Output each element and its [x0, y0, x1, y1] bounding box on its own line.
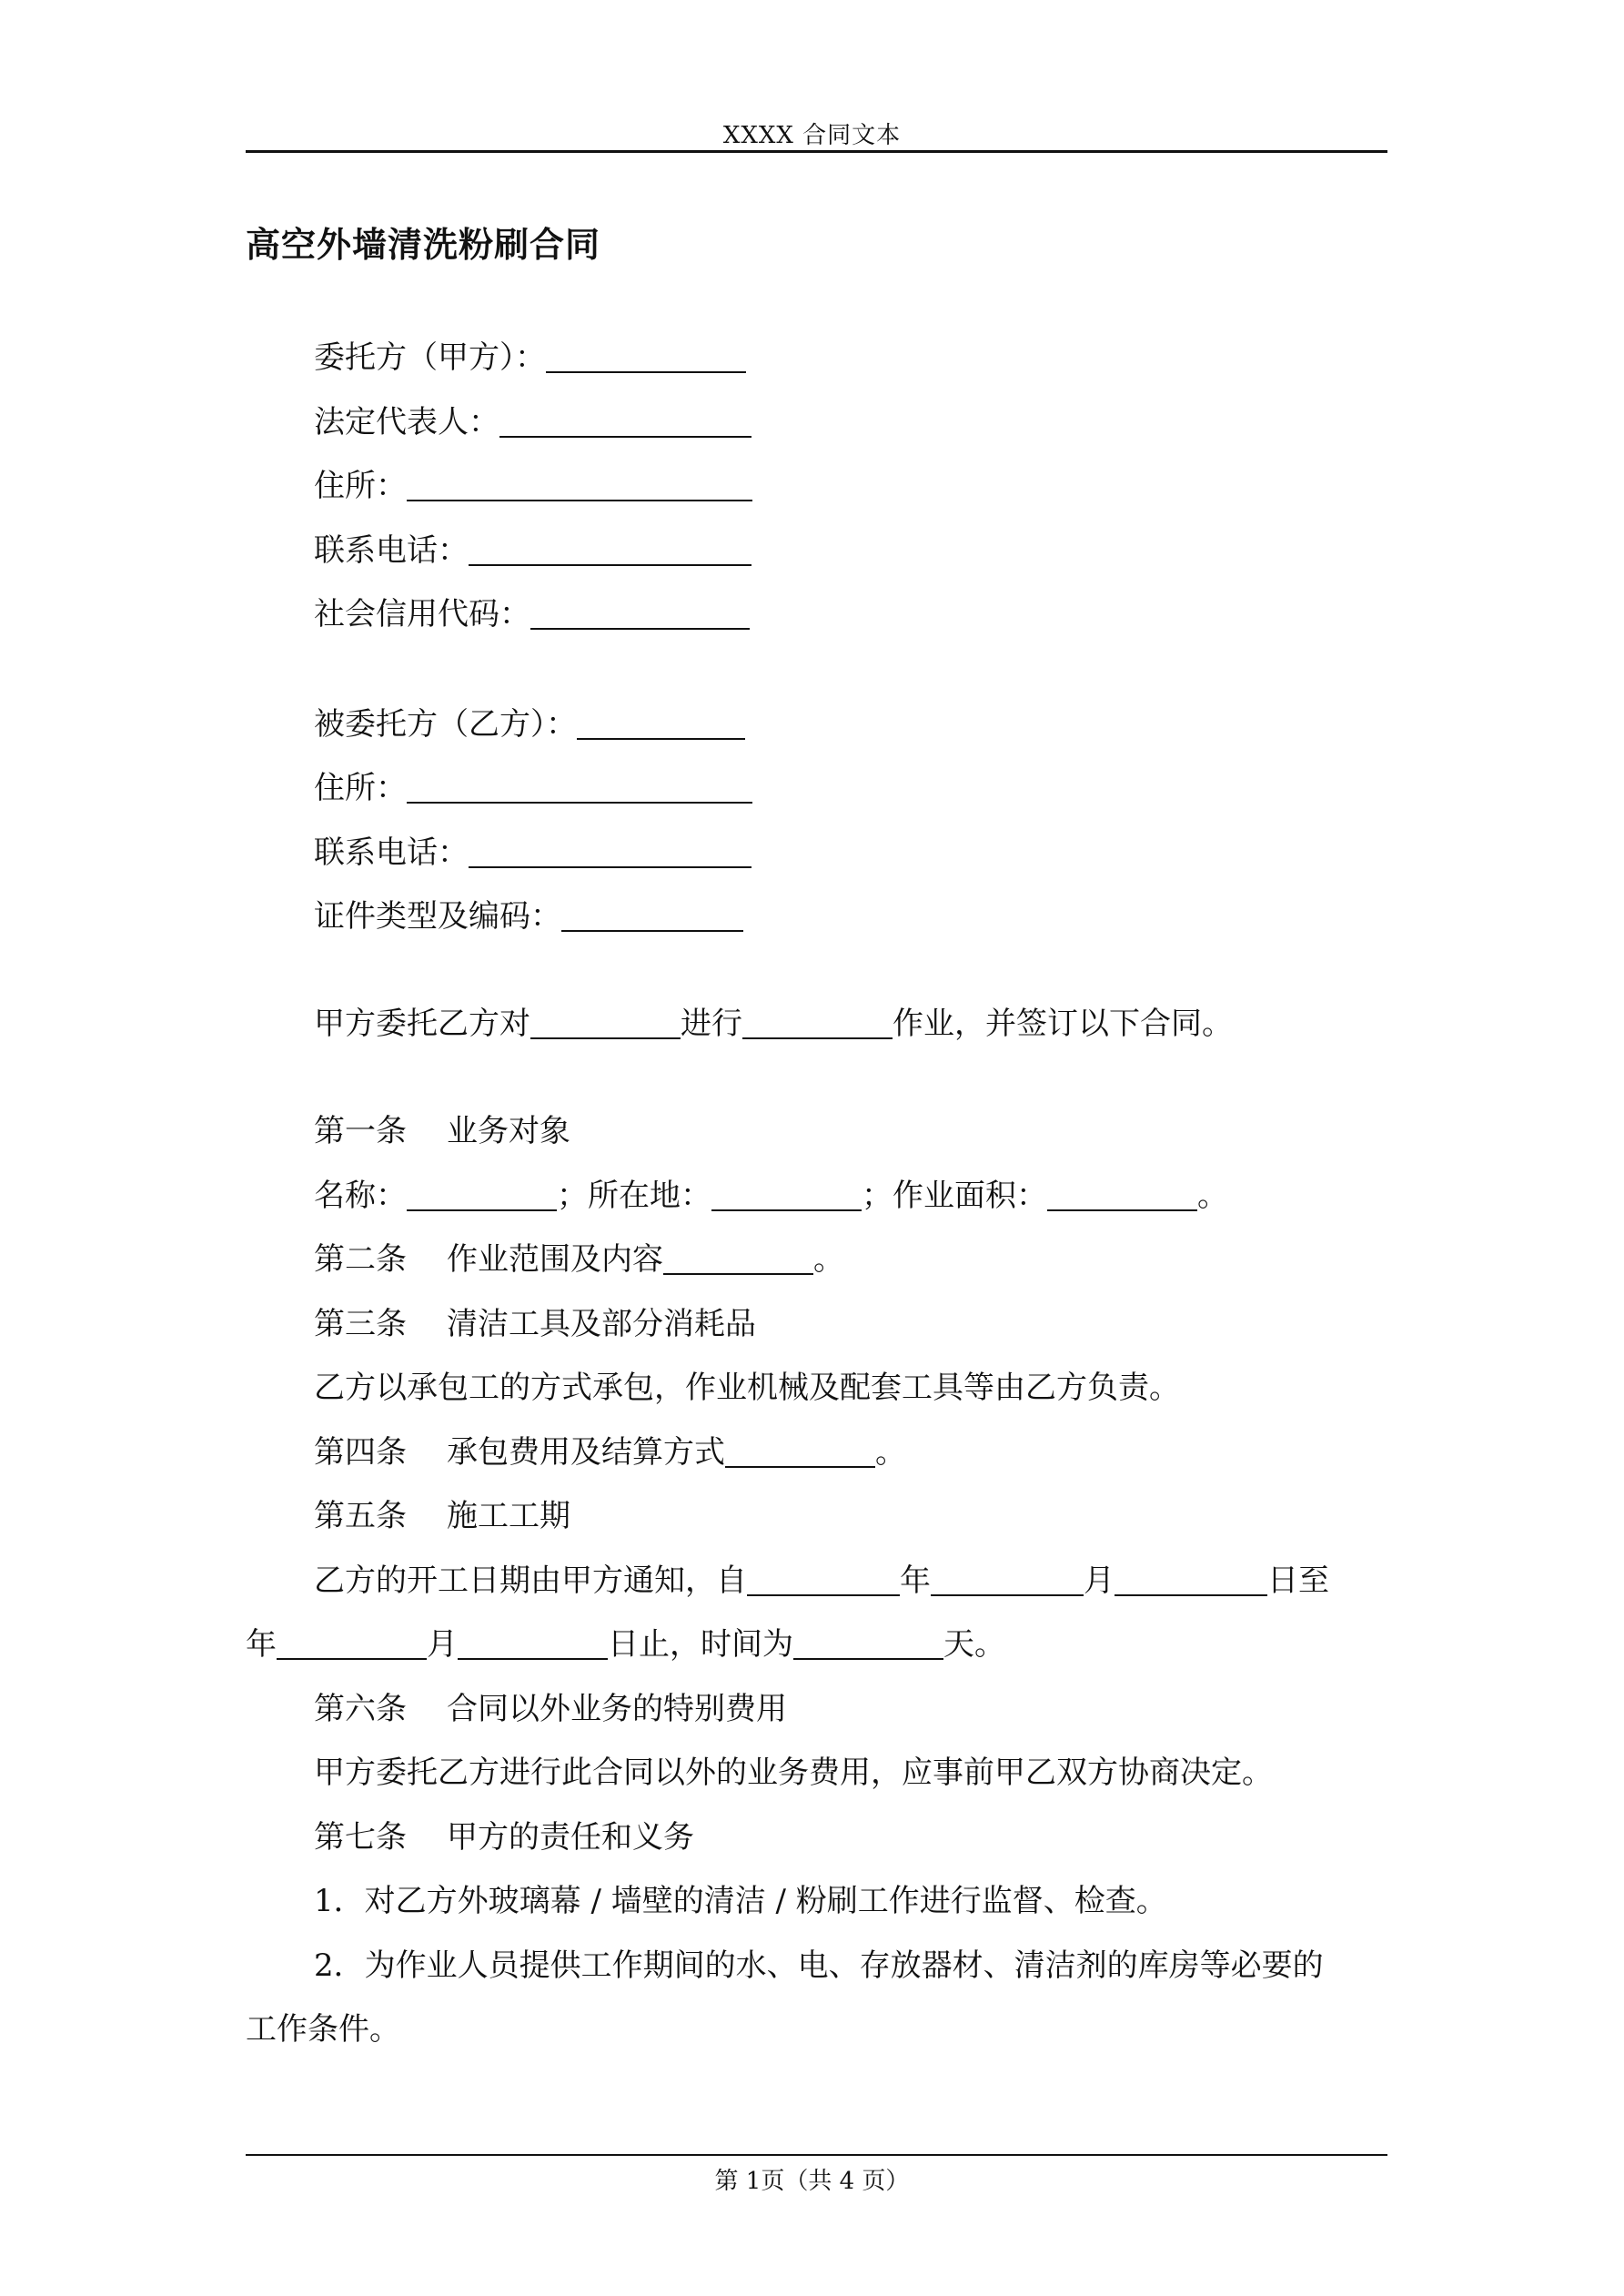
- article-3-title: 清洁工具及部分消耗品: [447, 1306, 756, 1342]
- party-b-address-blank: [407, 774, 752, 804]
- article-5-year-label: 年: [900, 1563, 931, 1599]
- article-5-day-to-label: 日至: [1267, 1563, 1329, 1599]
- intro-work-blank: [742, 1010, 893, 1039]
- intro-line: [314, 1006, 1233, 1042]
- party-a-client-line: [314, 339, 746, 376]
- article-1-heading: [314, 1113, 570, 1149]
- article-7-title: 甲方的责任和义务: [447, 1819, 694, 1856]
- article-1-title: 业务对象: [447, 1113, 570, 1149]
- article-7-number: 第七条: [314, 1819, 407, 1856]
- article-4-heading: [314, 1434, 906, 1471]
- article-7-item-2-line-2: 工作条件。: [246, 2011, 400, 2048]
- party-b-phone-line: [314, 834, 751, 871]
- article-5-number: 第五条: [314, 1498, 407, 1534]
- article-3-body: 乙方以承包工的方式承包，作业机械及配套工具等由乙方负责。: [314, 1370, 1180, 1406]
- article-6-body: 甲方委托乙方进行此合同以外的业务费用，应事前甲乙双方协商决定。: [314, 1755, 1273, 1791]
- page-footer: 第 1页（共 4 页）: [714, 2168, 910, 2195]
- party-a-phone-label: 联系电话：: [314, 532, 469, 569]
- party-b-contractor-line: [314, 706, 745, 743]
- article-1-location-label: ；所在地：: [557, 1178, 711, 1214]
- article-5-start-year-blank: [747, 1567, 900, 1596]
- article-5-days-label: 天。: [943, 1626, 1005, 1663]
- header-rule: [246, 150, 1387, 153]
- party-a-credit-code-blank: [530, 601, 750, 630]
- intro-text-2: 进行: [681, 1006, 742, 1042]
- article-5-body-line-2: [246, 1626, 1005, 1663]
- party-a-address-line: [314, 468, 752, 504]
- party-a-legal-rep-blank: [499, 409, 751, 438]
- document-title: 高空外墙清洗粉刷合同: [246, 225, 601, 265]
- party-a-credit-code-line: [314, 596, 750, 632]
- party-b-contractor-blank: [577, 711, 745, 740]
- article-2-title: 作业范围及内容: [447, 1241, 663, 1278]
- intro-text-1: 甲方委托乙方对: [314, 1006, 530, 1042]
- article-1-number: 第一条: [314, 1113, 407, 1149]
- article-5-start-day-blank: [1115, 1567, 1267, 1596]
- party-a-credit-code-label: 社会信用代码：: [314, 596, 530, 632]
- party-b-id-type-label: 证件类型及编码：: [314, 898, 561, 935]
- article-1-location-blank: [711, 1182, 862, 1211]
- party-a-address-label: 住所：: [314, 468, 407, 504]
- party-a-address-blank: [407, 472, 752, 501]
- article-5-start-month-blank: [931, 1567, 1084, 1596]
- article-1-name-label: 名称：: [314, 1178, 407, 1214]
- article-1-name-blank: [407, 1182, 557, 1211]
- article-7-item-2-line-1: 2．为作业人员提供工作期间的水、电、存放器材、清洁剂的库房等必要的: [314, 1947, 1324, 1984]
- party-b-address-label: 住所：: [314, 770, 407, 806]
- article-6-number: 第六条: [314, 1691, 407, 1727]
- intro-text-3: 作业，并签订以下合同。: [893, 1006, 1233, 1042]
- article-1-area-blank: [1047, 1182, 1197, 1211]
- party-b-contractor-label: 被委托方（乙方）：: [314, 706, 577, 743]
- party-a-legal-rep-line: [314, 404, 751, 440]
- party-b-phone-blank: [469, 839, 751, 868]
- party-b-address-line: [314, 770, 752, 806]
- party-a-phone-line: [314, 532, 751, 569]
- article-2-blank: [663, 1246, 813, 1275]
- article-5-title: 施工工期: [447, 1498, 570, 1534]
- article-5-end-year-blank: [277, 1631, 427, 1660]
- article-5-end-month-label: 月: [427, 1626, 458, 1663]
- article-5-duration-blank: [793, 1631, 943, 1660]
- article-1-body: [314, 1178, 1228, 1214]
- party-b-id-type-blank: [561, 903, 743, 932]
- article-4-number: 第四条: [314, 1434, 407, 1471]
- article-6-heading: [314, 1691, 787, 1727]
- article-7-heading: [314, 1819, 694, 1856]
- article-1-end: 。: [1197, 1178, 1228, 1214]
- article-3-number: 第三条: [314, 1306, 407, 1342]
- article-3-heading: [314, 1306, 756, 1342]
- party-a-phone-blank: [469, 537, 751, 566]
- article-5-start-text: 乙方的开工日期由甲方通知，自: [314, 1563, 747, 1599]
- article-5-end-month-blank: [458, 1631, 608, 1660]
- article-1-area-label: ；作业面积：: [862, 1178, 1047, 1214]
- article-4-title: 承包费用及结算方式: [447, 1434, 725, 1471]
- article-5-heading: [314, 1498, 570, 1534]
- party-a-client-blank: [546, 344, 746, 373]
- party-b-phone-label: 联系电话：: [314, 834, 469, 871]
- article-6-title: 合同以外业务的特别费用: [447, 1691, 787, 1727]
- article-5-body-line-1: [314, 1563, 1329, 1599]
- article-2-end: 。: [813, 1241, 844, 1278]
- party-a-client-label: 委托方（甲方）：: [314, 339, 546, 376]
- party-a-legal-rep-label: 法定代表人：: [314, 404, 499, 440]
- party-b-id-type-line: [314, 898, 743, 935]
- article-5-month-label: 月: [1084, 1563, 1115, 1599]
- article-5-end-year-label: 年: [246, 1626, 277, 1663]
- page-header: XXXX 合同文本: [722, 122, 902, 149]
- intro-object-blank: [530, 1010, 681, 1039]
- article-5-duration-text: 日止，时间为: [608, 1626, 793, 1663]
- article-4-end: 。: [875, 1434, 906, 1471]
- article-4-blank: [725, 1439, 875, 1468]
- article-2-heading: [314, 1241, 844, 1278]
- article-7-item-1: 1．对乙方外玻璃幕 / 墙壁的清洁 / 粉刷工作进行监督、检查。: [314, 1883, 1167, 1919]
- article-2-number: 第二条: [314, 1241, 407, 1278]
- footer-rule: [246, 2154, 1387, 2156]
